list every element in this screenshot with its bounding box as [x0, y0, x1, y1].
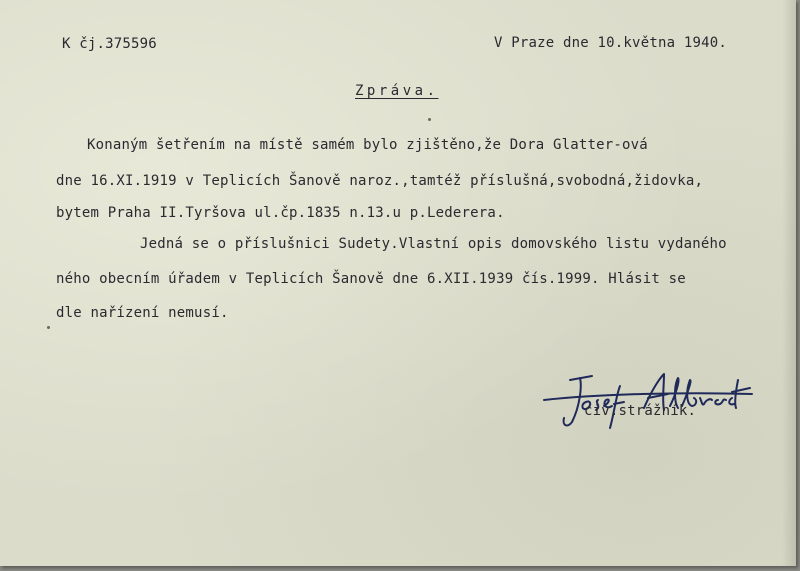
date-line: V Praze dne 10.května 1940.	[494, 35, 727, 51]
handwritten-signature	[540, 366, 755, 436]
signature-title: civ.strážník.	[584, 403, 697, 419]
paragraph-1-line-2: dne 16.XI.1919 v Teplicích Šanově naroz.,tamtéž příslušná,svobodná,židovka,	[56, 173, 704, 189]
paper-speck	[47, 326, 50, 329]
paragraph-2-line-3: dle nařízení nemusí.	[56, 305, 229, 321]
document-heading: Zpráva.	[355, 83, 439, 99]
paragraph-2-line-2: ného obecním úřadem v Teplicích Šanově dne 6.XII.1939 čís.1999. Hlásit se	[56, 271, 686, 287]
reference-number: K čj.375596	[62, 36, 157, 52]
paragraph-2-line-1: Jedná se o příslušnici Sudety.Vlastní opis domovského listu vydaného	[140, 236, 727, 252]
paragraph-1-line-3: bytem Praha II.Tyršova ul.čp.1835 n.13.u p.Lederera.	[56, 205, 505, 221]
paper-speck	[428, 118, 431, 121]
paragraph-1-line-1: Konaným šetřením na místě samém bylo zjištěno,že Dora Glatter-ová	[87, 137, 648, 153]
paper-edge-shadow	[782, 0, 796, 566]
